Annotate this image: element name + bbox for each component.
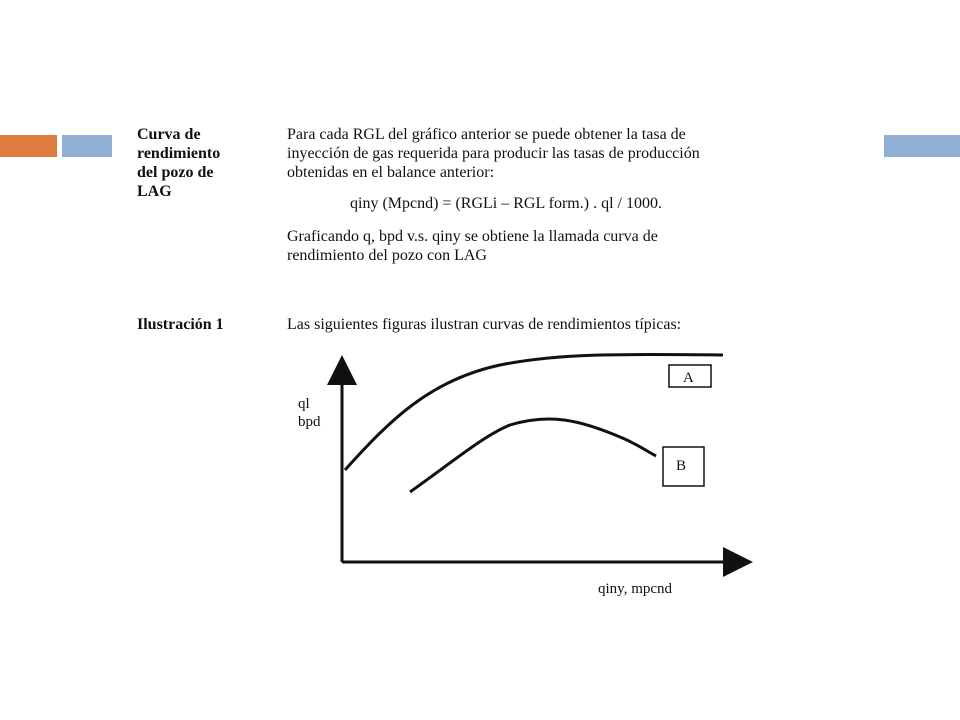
illustration-label: Ilustración 1 (137, 316, 224, 333)
curve-b-label: B (676, 458, 687, 474)
paragraph-line: obtenidas en el balance anterior: (287, 164, 495, 181)
paragraph-graph (287, 227, 787, 265)
paragraph-line: rendimiento del pozo con LAG (287, 247, 487, 264)
section-label-line: del pozo de (137, 164, 214, 181)
curve-b (410, 419, 656, 492)
y-axis-label-line1: ql (298, 396, 310, 412)
decorative-bar-blue-left (62, 135, 112, 157)
section-label (137, 125, 267, 201)
decorative-bar-orange (0, 135, 57, 157)
section-label-line: rendimiento (137, 145, 221, 162)
section-label-line: Curva de (137, 126, 201, 143)
decorative-bar-blue-right (884, 135, 960, 157)
paragraph-intro (287, 125, 787, 182)
paragraph-line: Para cada RGL del gráfico anterior se puede obtener la tasa de (287, 126, 686, 143)
illustration-caption: Las siguientes figuras ilustran curvas de rendimientos típicas: (287, 316, 682, 333)
formula: qiny (Mpcnd) = (RGLi – RGL form.) . ql / 1000. (350, 195, 662, 212)
paragraph-line: inyección de gas requerida para producir las tasas de producción (287, 145, 700, 162)
y-axis-label-line2: bpd (298, 414, 321, 430)
curve-a-label: A (683, 370, 694, 386)
x-axis-label: qiny, mpcnd (598, 581, 673, 597)
section-label-line: LAG (137, 183, 172, 200)
paragraph-line: Graficando q, bpd v.s. qiny se obtiene la llamada curva de (287, 228, 658, 245)
performance-curve-figure (280, 345, 760, 605)
